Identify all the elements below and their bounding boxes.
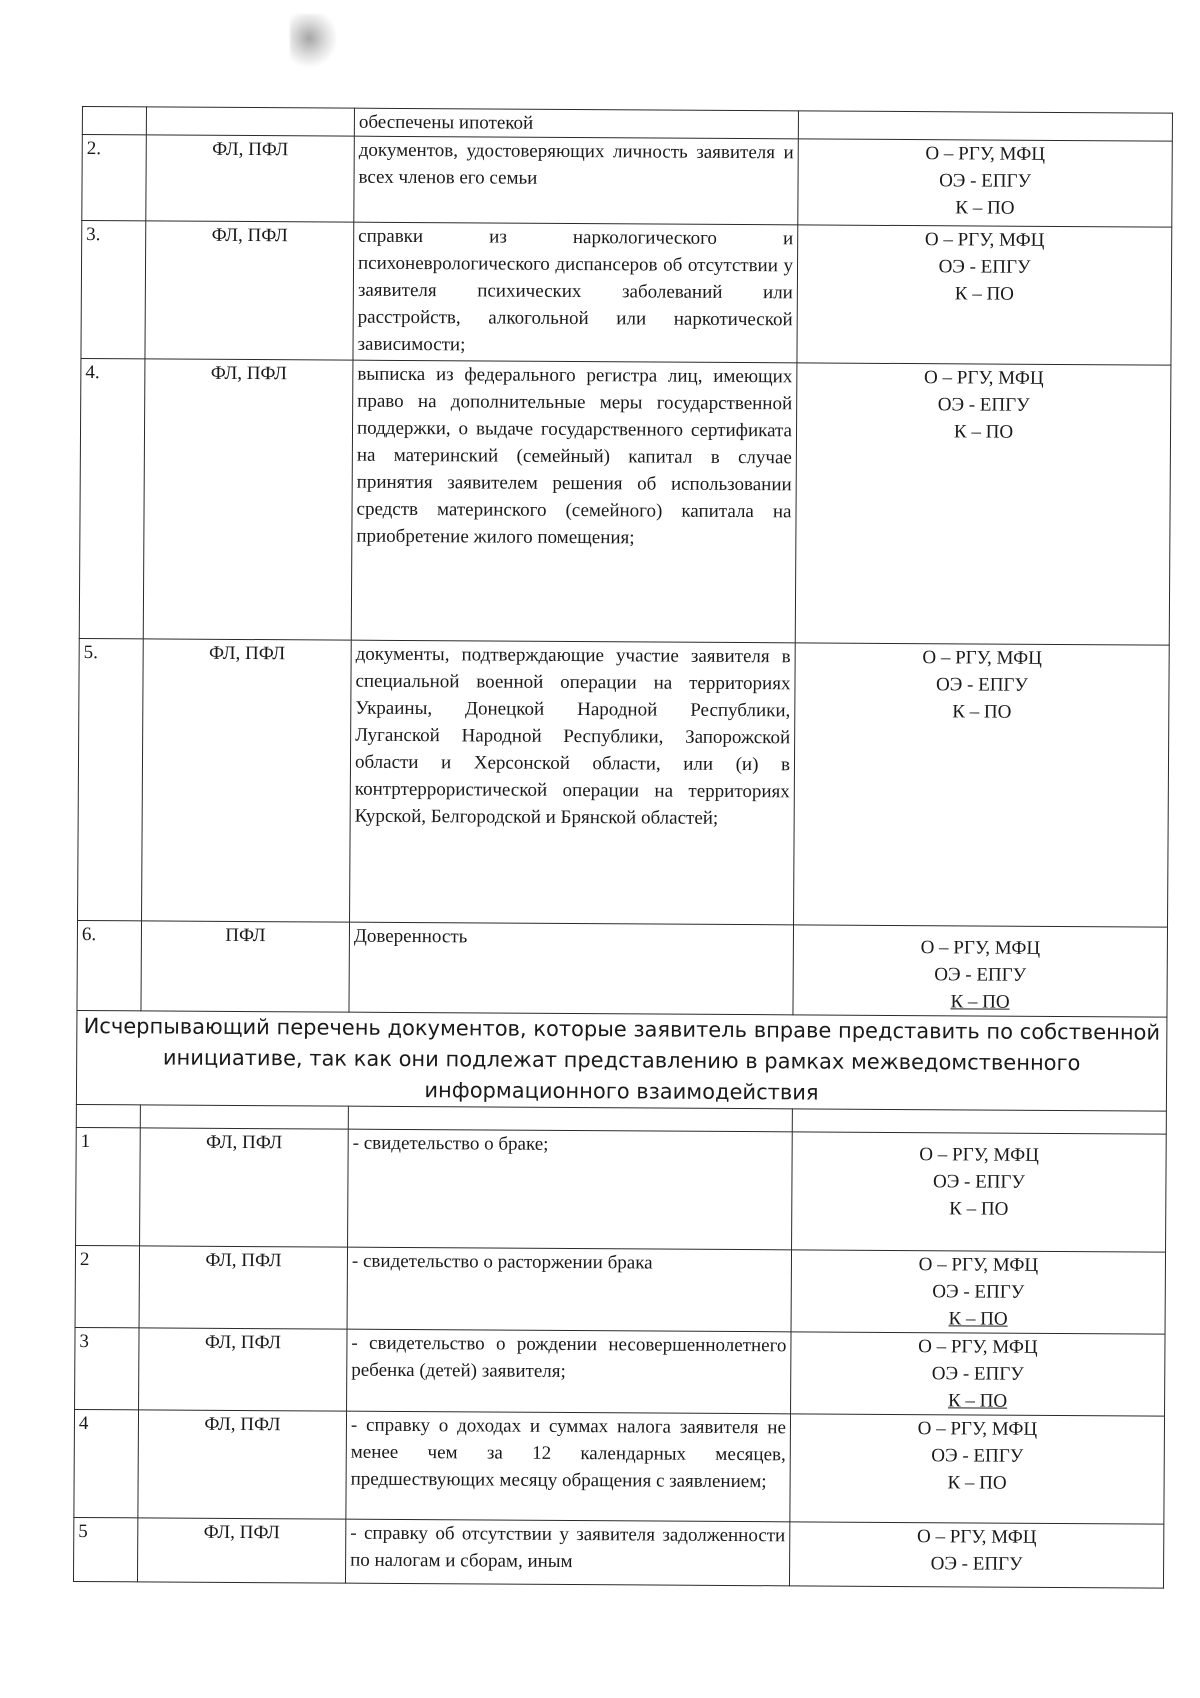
cell-method: [792, 1132, 1167, 1252]
cell-num: 1: [76, 1127, 141, 1245]
cell-method: [798, 111, 1172, 141]
table-row: [82, 135, 1173, 228]
cell-description: справки из наркологического и психоневрологического диспансеров об отсутствии у заявителя психических заболеваний или расстройств, алкогольной или наркотической зависимости;: [353, 222, 798, 363]
method-line: К – ПО: [955, 197, 1015, 219]
table-row: [78, 638, 1170, 927]
cell-description: обеспечены ипотекой: [354, 108, 798, 139]
cell-description: - свидетельство о браке;: [348, 1129, 793, 1250]
cell-applicant: ФЛ, ПФЛ: [143, 359, 353, 640]
method-line: К – ПО: [954, 283, 1014, 305]
cell-description: документы, подтверждающие участие заявителя в специальной военной операции на территориях Украины, Донецкой Народной Республики, Луганской Народной Республики, Запорожской области и Херсонской области, или (и) в контртеррористической операции на территориях Курской, Белгородской и Брянской областей;: [350, 640, 796, 925]
cell-applicant: ФЛ, ПФЛ: [137, 1518, 345, 1583]
method-line: О – РГУ, МФЦ: [918, 1336, 1038, 1358]
cell-method: [794, 643, 1170, 927]
method-line: О – РГУ, МФЦ: [919, 1144, 1039, 1166]
cell-num: 5: [73, 1517, 137, 1581]
method-line: К – ПО: [949, 1198, 1009, 1220]
method-line: ОЭ - ЕПГУ: [935, 674, 1028, 696]
method-line: О – РГУ, МФЦ: [918, 1254, 1039, 1276]
method-line: О – РГУ, МФЦ: [924, 367, 1044, 389]
method-line: К – ПО: [948, 1308, 1008, 1330]
table-row: [76, 1127, 1167, 1252]
cell-num: 6.: [77, 920, 142, 1010]
table-row: [73, 1517, 1163, 1588]
cell-description: - свидетельство о рождении несовершеннолетнего ребенка (детей) заявителя;: [347, 1329, 791, 1414]
table-row: [75, 1245, 1165, 1334]
method-line: ОЭ - ЕПГУ: [932, 1281, 1025, 1303]
method-line: О – РГУ, МФЦ: [920, 937, 1041, 959]
cell-num: 3: [75, 1327, 139, 1409]
cell-method: [790, 1414, 1165, 1524]
method-line: О – РГУ, МФЦ: [916, 1526, 1037, 1548]
document-page: [73, 106, 1172, 1589]
method-line: ОЭ - ЕПГУ: [932, 1171, 1025, 1193]
table-row: [75, 1327, 1165, 1416]
method-line: К – ПО: [953, 421, 1014, 443]
cell-applicant: ФЛ, ПФЛ: [146, 135, 355, 222]
method-line: О – РГУ, МФЦ: [925, 143, 1046, 165]
cell-num: 2.: [82, 135, 147, 221]
cell-description: выписка из федерального регистра лиц, имеющих право на дополнительные меры государственной поддержки, о выдаче государственного сертификата на материнский (семейный) капитал в случае принятия заявителем решения об использовании средств материнского (семейного) капитала на приобретение жилого помещения;: [351, 360, 797, 643]
cell-applicant: ПФЛ: [141, 921, 350, 1012]
section-heading-row: [76, 1010, 1167, 1111]
method-line: К – ПО: [950, 991, 1010, 1013]
method-line: ОЭ - ЕПГУ: [939, 170, 1032, 192]
method-line: О – РГУ, МФЦ: [924, 229, 1045, 251]
table-row: [79, 358, 1171, 645]
method-line: К – ПО: [952, 701, 1012, 723]
cell-applicant: ФЛ, ПФЛ: [140, 1128, 349, 1247]
cell-num: 3.: [81, 221, 146, 359]
cell-method: [798, 139, 1173, 227]
method-line: ОЭ - ЕПГУ: [937, 394, 1030, 416]
method-line: ОЭ - ЕПГУ: [931, 1363, 1024, 1385]
method-line: ОЭ - ЕПГУ: [931, 1445, 1024, 1467]
cell-description: - справку о доходах и суммах налога заявителя не менее чем за 12 календарных месяцев, предшествующих месяцу обращения с заявлением;: [346, 1411, 791, 1522]
cell-method: [791, 1332, 1165, 1416]
cell-applicant: ФЛ, ПФЛ: [138, 1410, 347, 1519]
section-title: Исчерпывающий перечень документов, которые заявитель вправе представить по собственной инициативе, так как они подлежат представлению в рамках межведомственного информационного взаимодействия: [76, 1010, 1167, 1111]
cell-empty: [76, 1104, 140, 1127]
cell-num: 5.: [78, 638, 144, 920]
cell-num: 4: [74, 1409, 139, 1517]
documents-table: [73, 106, 1173, 1589]
method-line: ОЭ - ЕПГУ: [930, 1553, 1023, 1575]
cell-applicant: ФЛ, ПФЛ: [139, 1328, 347, 1411]
cell-num: 2: [75, 1245, 139, 1327]
cell-method: [797, 225, 1172, 365]
cell-method: [793, 925, 1168, 1017]
cell-empty: [140, 1105, 348, 1129]
cell-description: - свидетельство о расторжении брака: [347, 1247, 791, 1332]
cell-num: 4.: [79, 358, 145, 638]
cell-method: [789, 1522, 1163, 1588]
cell-description: - справку об отсутствии у заявителя задолженности по налогам и сборам, иным: [345, 1519, 789, 1586]
cell-applicant: ФЛ, ПФЛ: [142, 639, 352, 922]
table-row: [77, 920, 1168, 1017]
cell-applicant: [146, 107, 354, 136]
method-line: ОЭ - ЕПГУ: [934, 964, 1027, 986]
method-line: К – ПО: [947, 1472, 1007, 1494]
cell-method: [795, 363, 1171, 645]
table-row: [74, 1409, 1165, 1524]
cell-empty: [348, 1106, 792, 1132]
cell-applicant: ФЛ, ПФЛ: [139, 1246, 347, 1329]
cell-empty: [792, 1109, 1166, 1134]
cell-num: [82, 107, 146, 135]
cell-method: [791, 1250, 1165, 1334]
method-line: ОЭ - ЕПГУ: [938, 256, 1031, 278]
cell-description: документов, удостоверяющих личность заявителя и всех членов его семьи: [354, 136, 799, 225]
cell-description: Доверенность: [349, 922, 794, 1015]
scan-smudge: [290, 14, 338, 68]
cell-applicant: ФЛ, ПФЛ: [145, 221, 354, 360]
method-line: К – ПО: [947, 1390, 1008, 1412]
table-row: [81, 221, 1172, 366]
method-line: О – РГУ, МФЦ: [917, 1418, 1038, 1440]
method-line: О – РГУ, МФЦ: [922, 647, 1042, 669]
